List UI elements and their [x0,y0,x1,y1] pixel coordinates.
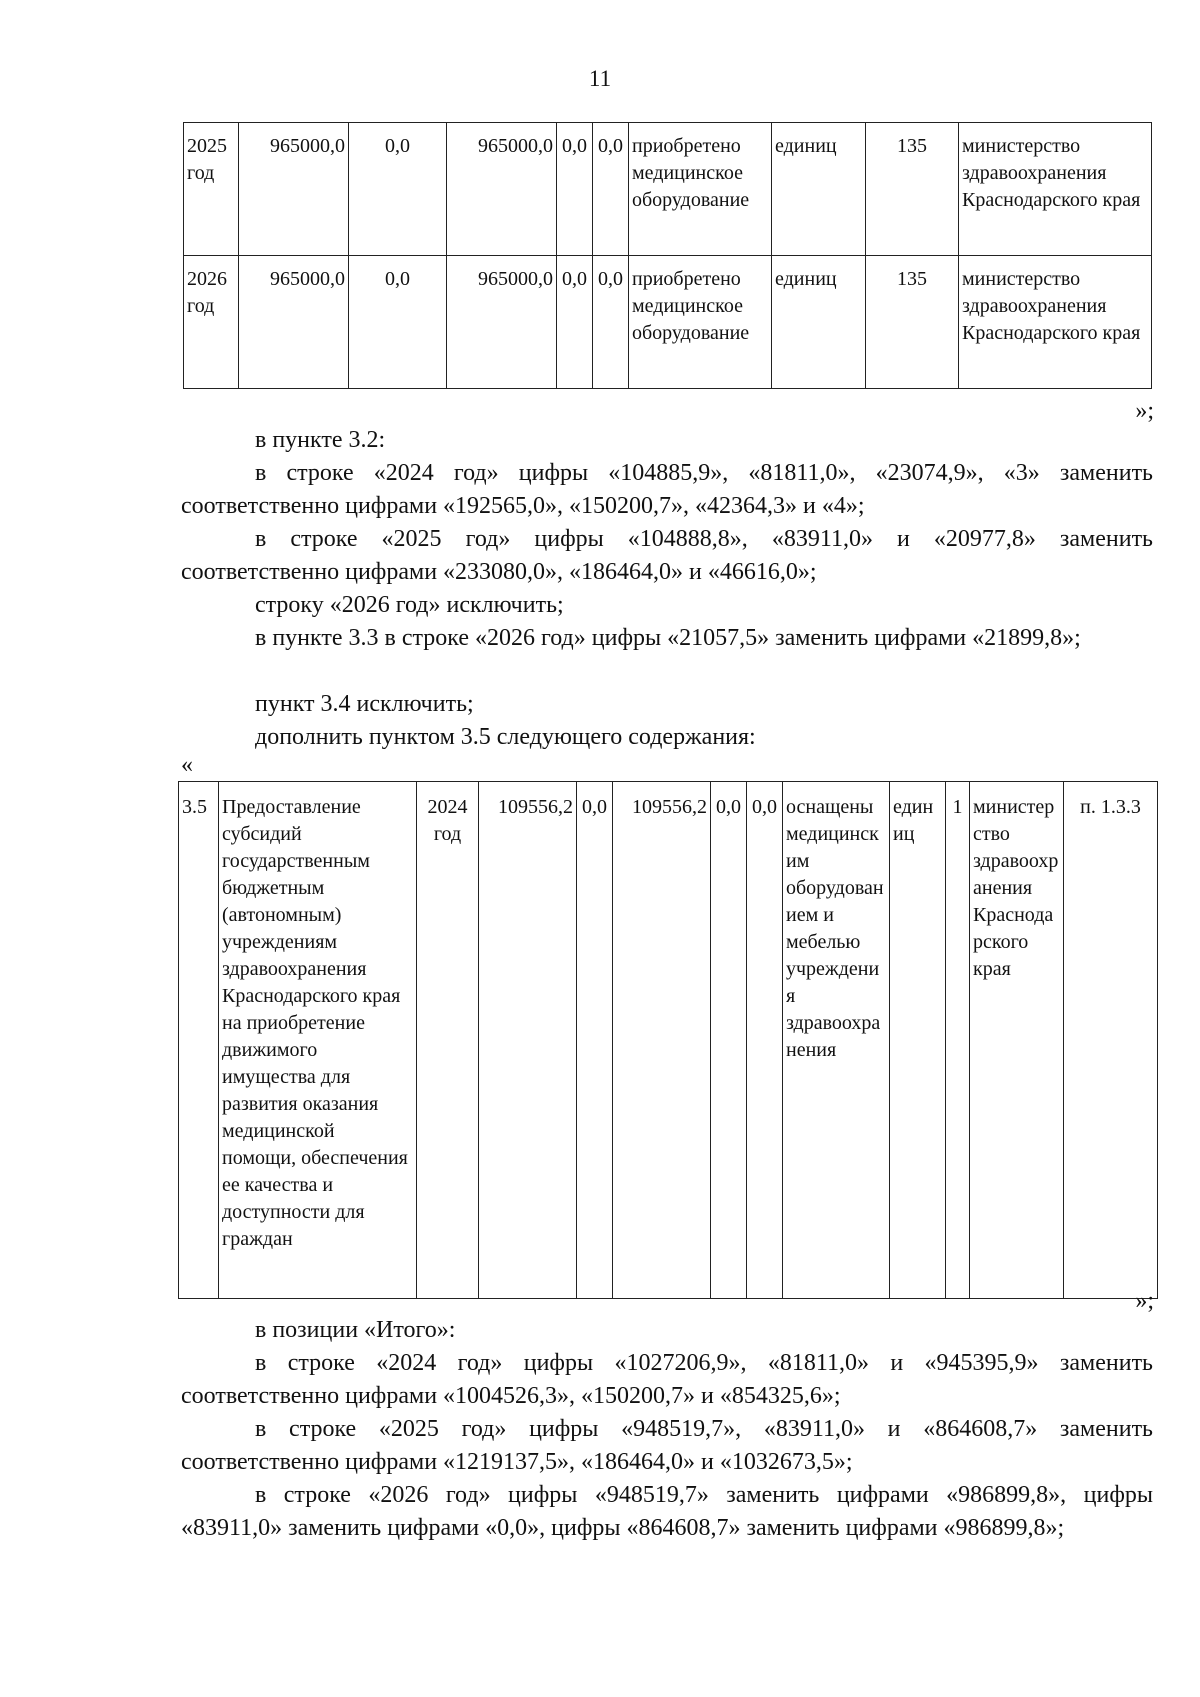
item-number-cell: 3.5 [179,782,219,1299]
unit-cell: единиц [772,256,866,389]
closing-quote: »; [1135,398,1154,424]
table-top [183,122,1152,389]
amendment-paragraph: пункт 3.4 исключить; [255,691,474,717]
amendment-paragraph: в строке «2025 год» цифры «104888,8», «83911,0» и «20977,8» заменить соответственно цифрами «233080,0», «186464,0» и «46616,0»; [181,526,1153,585]
amount-cell: 0,0 [711,782,747,1299]
closing-quote: »; [1135,1288,1154,1314]
table-row [184,123,1152,256]
amount-cell: 0,0 [593,123,629,256]
result-cell: приобретено медицинское оборудование [629,256,772,389]
year-cell: 2026 год [184,256,239,389]
amendment-paragraph: строку «2026 год» исключить; [255,592,564,618]
value-cell: 1 [946,782,970,1299]
unit-cell: единиц [890,782,946,1299]
page-number: 11 [588,66,612,91]
amendment-paragraph: в пункте 3.3 в строке «2026 год» цифры «21057,5» заменить цифрами «21899,8»; [255,625,1081,651]
unit-cell: единиц [772,123,866,256]
opening-quote: « [181,752,193,778]
amount-cell: 965000,0 [447,256,557,389]
executor-cell: министерство здравоохранения Краснодарского края [959,123,1152,256]
measure-cell: Предоставление субсидий государственным бюджетным (автономным) учреждениям здравоохранения Краснодарского края на приобретение движимого имущества для развития оказания медицинской помощи, обеспечения ее качества и доступности для граждан [219,782,417,1299]
amount-cell: 0,0 [349,123,447,256]
table-row [184,256,1152,389]
amount-cell: 0,0 [349,256,447,389]
value-cell: 135 [866,256,959,389]
amount-cell: 0,0 [593,256,629,389]
amendment-paragraph: в строке «2025 год» цифры «948519,7», «83911,0» и «864608,7» заменить соответственно цифрами «1219137,5», «186464,0» и «1032673,5»; [181,1416,1153,1475]
reference-cell: п. 1.3.3 [1064,782,1158,1299]
amount-cell: 0,0 [577,782,613,1299]
table-new-item [178,781,1158,1299]
amount-cell: 0,0 [557,123,593,256]
amount-cell: 965000,0 [239,256,349,389]
year-cell: 2025 год [184,123,239,256]
amount-cell: 0,0 [747,782,783,1299]
amendment-paragraph: в пункте 3.2: [255,427,386,453]
result-cell: оснащены медицинским оборудованием и мебелью учреждения здравоохранения [783,782,890,1299]
amendment-paragraph: в позиции «Итого»: [255,1317,456,1343]
amount-cell: 965000,0 [447,123,557,256]
amendment-paragraph: в строке «2026 год» цифры «948519,7» заменить цифрами «986899,8», цифры «83911,0» заменить цифрами «0,0», цифры «864608,7» заменить цифрами «986899,8»; [181,1482,1153,1541]
amendment-paragraph: в строке «2024 год» цифры «1027206,9», «81811,0» и «945395,9» заменить соответственно цифрами «1004526,3», «150200,7» и «854325,6»; [181,1350,1153,1409]
amendment-paragraph: дополнить пунктом 3.5 следующего содержания: [255,724,756,750]
amendment-paragraph: в строке «2024 год» цифры «104885,9», «81811,0», «23074,9», «3» заменить соответственно цифрами «192565,0», «150200,7», «42364,3» и «4»; [181,460,1153,519]
year-cell: 2024 год [417,782,479,1299]
amount-cell: 109556,2 [479,782,577,1299]
executor-cell: министерство здравоохранения Краснодарского края [959,256,1152,389]
amount-cell: 0,0 [557,256,593,389]
amount-cell: 109556,2 [613,782,711,1299]
amount-cell: 965000,0 [239,123,349,256]
table-row [179,782,1158,1299]
result-cell: приобретено медицинское оборудование [629,123,772,256]
value-cell: 135 [866,123,959,256]
executor-cell: министерство здравоохранения Краснодарского края [970,782,1064,1299]
